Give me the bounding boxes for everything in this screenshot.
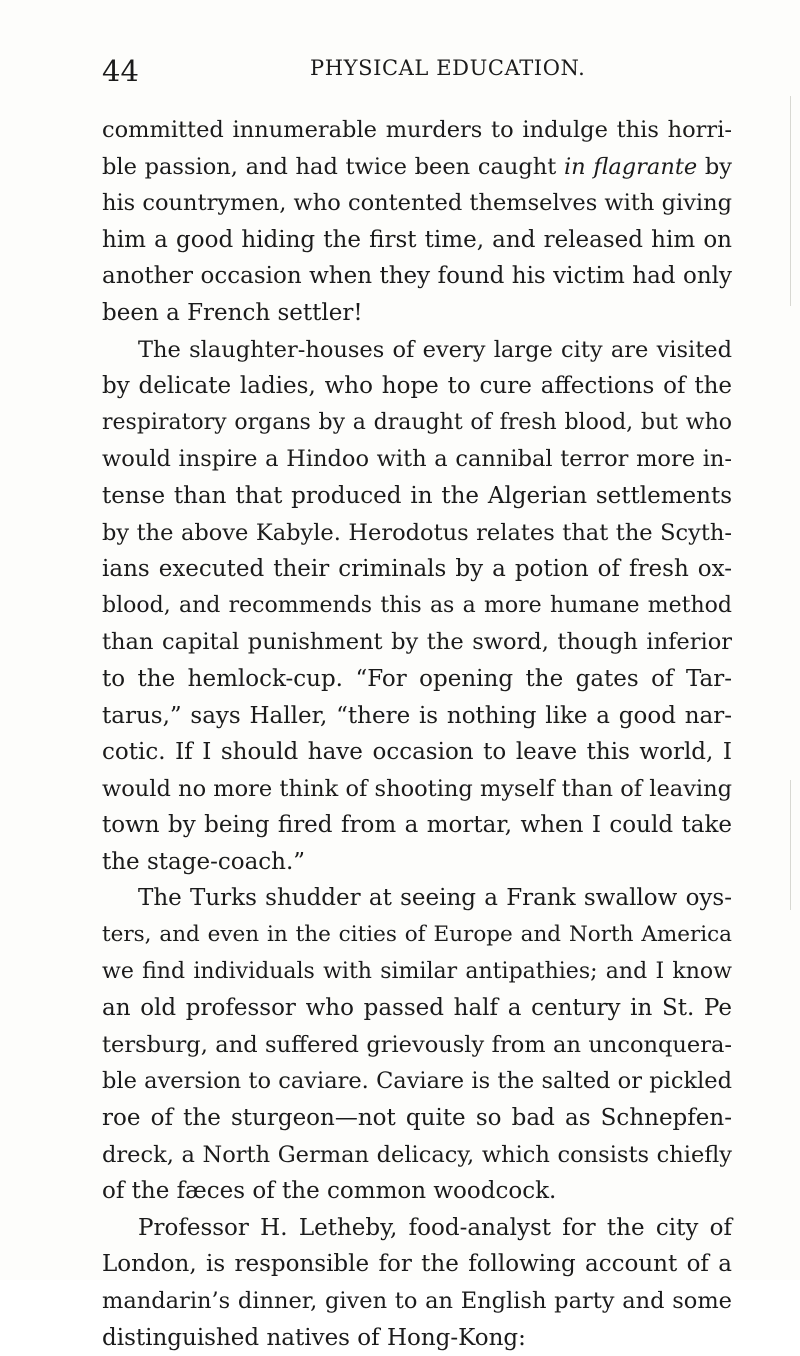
text-line: mandarin’s dinner, given to an English party and some: [102, 1288, 732, 1314]
text-line: ians executed their criminals by a potion of fresh ox-: [102, 556, 732, 583]
text-line: of the fæces of the common woodcock.: [102, 1178, 557, 1205]
page-edge-shadow: [790, 96, 791, 306]
running-title: PHYSICAL EDUCATION.: [310, 56, 586, 80]
text-line: by the above Kabyle. Herodotus relates that the Scyth-: [102, 519, 732, 546]
text-line: would inspire a Hindoo with a cannibal terror more in-: [102, 446, 732, 473]
text-line: tarus,” says Haller, “there is nothing like a good nar-: [102, 702, 732, 729]
page-edge-shadow: [790, 780, 791, 910]
text-line: ble passion, and had twice been caught in flagrante by: [102, 153, 732, 180]
text-line: by delicate ladies, who hope to cure affections of the: [102, 373, 732, 400]
text-line: London, is responsible for the following account of a: [102, 1251, 732, 1278]
text-line: tense than that produced in the Algerian settlements: [102, 482, 732, 509]
text-line: Professor H. Letheby, food-analyst for the city of: [138, 1214, 732, 1241]
text-line: town by being fired from a mortar, when I could take: [102, 812, 732, 839]
text-line: ble aversion to caviare. Caviare is the salted or pickled: [102, 1068, 732, 1095]
text-line: respiratory organs by a draught of fresh blood, but who: [102, 409, 732, 435]
text-line: The slaughter-houses of every large city are visited: [138, 336, 732, 363]
text-line: than capital punishment by the sword, though inferior: [102, 629, 732, 656]
text-line: dreck, a North German delicacy, which consists chiefly: [102, 1141, 732, 1168]
text-line: to the hemlock-cup. “For opening the gates of Tar-: [102, 665, 732, 692]
text-line: The Turks shudder at seeing a Frank swallow oys-: [138, 885, 732, 912]
text-line: him a good hiding the first time, and released him on: [102, 226, 732, 253]
running-head: [102, 44, 722, 88]
text-line: roe of the sturgeon—not quite so bad as Schnepfen-: [102, 1105, 732, 1132]
text-line: an old professor who passed half a century in St. Pe: [102, 995, 732, 1022]
text-line: his countrymen, who contented themselves with giving: [102, 190, 732, 217]
italic-phrase: in flagrante: [563, 153, 698, 180]
text-line: the stage-coach.”: [102, 848, 306, 875]
text-line: ters, and even in the cities of Europe and North America: [102, 922, 732, 948]
text-line: distinguished natives of Hong-Kong:: [102, 1324, 526, 1351]
text-line: committed innumerable murders to indulge this horri-: [102, 117, 732, 143]
body-text: [102, 112, 732, 1356]
text-line: we find individuals with similar antipathies; and I know: [102, 958, 732, 984]
text-line: another occasion when they found his victim had only: [102, 263, 732, 290]
text-line: blood, and recommends this as a more humane method: [102, 592, 732, 618]
text-line: cotic. If I should have occasion to leave this world, I: [102, 739, 732, 766]
page-number: 44: [102, 54, 139, 88]
text-line: would no more think of shooting myself than of leaving: [102, 775, 732, 802]
text-line: tersburg, and suffered grievously from an unconquera-: [102, 1031, 732, 1058]
text-line: been a French settler!: [102, 299, 363, 326]
